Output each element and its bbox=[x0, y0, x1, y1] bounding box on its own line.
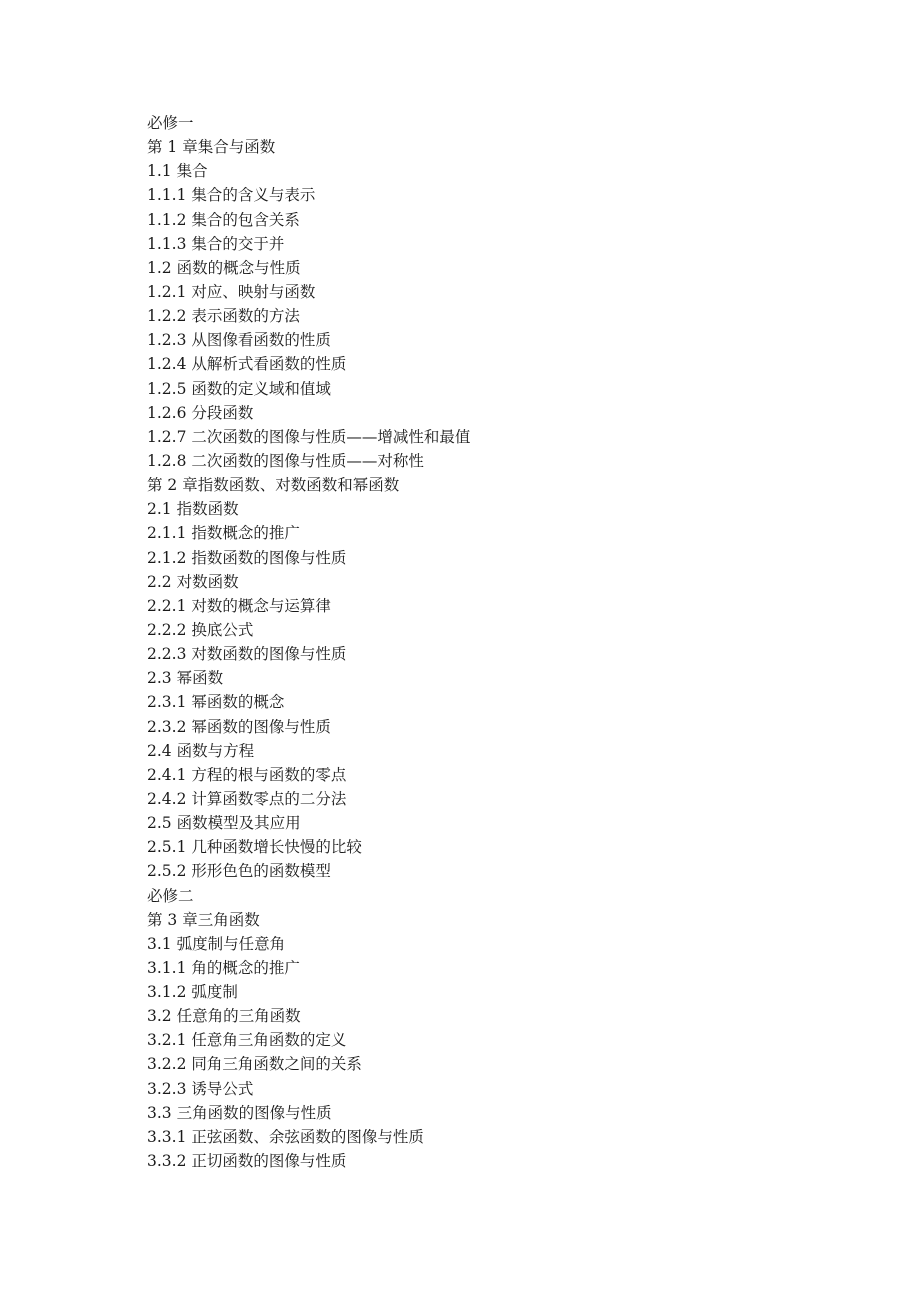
toc-line: 1.1.1 集合的含义与表示 bbox=[147, 186, 316, 205]
toc-line: 2.4 函数与方程 bbox=[147, 741, 255, 760]
toc-line: 1.2 函数的概念与性质 bbox=[147, 258, 301, 277]
toc-line: 3.1.1 角的概念的推广 bbox=[147, 958, 300, 977]
toc-line: 2.3.2 幂函数的图像与性质 bbox=[147, 717, 331, 736]
toc-line: 3.2.2 同角三角函数之间的关系 bbox=[147, 1055, 362, 1074]
toc-line: 1.2.7 二次函数的图像与性质——增减性和最值 bbox=[147, 427, 471, 446]
toc-line: 2.2 对数函数 bbox=[147, 572, 239, 591]
toc-line: 1.2.6 分段函数 bbox=[147, 403, 254, 422]
table-of-contents bbox=[147, 111, 470, 1173]
toc-line: 1.1.2 集合的包含关系 bbox=[147, 210, 300, 229]
toc-line: 必修二 bbox=[147, 886, 194, 905]
toc-line: 2.1.1 指数概念的推广 bbox=[147, 524, 300, 543]
toc-line: 2.4.2 计算函数零点的二分法 bbox=[147, 789, 347, 808]
toc-line: 3.2.1 任意角三角函数的定义 bbox=[147, 1031, 347, 1050]
toc-line: 3.3.2 正切函数的图像与性质 bbox=[147, 1152, 347, 1171]
toc-line: 1.2.4 从解析式看函数的性质 bbox=[147, 355, 347, 374]
toc-line: 1.2.3 从图像看函数的性质 bbox=[147, 331, 331, 350]
toc-line: 1.2.1 对应、映射与函数 bbox=[147, 282, 316, 301]
toc-line: 第 2 章指数函数、对数函数和幂函数 bbox=[147, 476, 400, 495]
toc-line: 2.3.1 幂函数的概念 bbox=[147, 693, 285, 712]
toc-line: 3.3.1 正弦函数、余弦函数的图像与性质 bbox=[147, 1127, 424, 1146]
toc-line: 2.1.2 指数函数的图像与性质 bbox=[147, 548, 347, 567]
toc-line: 3.3 三角函数的图像与性质 bbox=[147, 1103, 332, 1122]
toc-line: 第 1 章集合与函数 bbox=[147, 138, 276, 157]
toc-line: 2.2.3 对数函数的图像与性质 bbox=[147, 645, 347, 664]
toc-line: 3.1 弧度制与任意角 bbox=[147, 934, 286, 953]
toc-line: 必修一 bbox=[147, 114, 194, 132]
toc-line: 第 3 章三角函数 bbox=[147, 910, 260, 929]
toc-line: 2.5.1 几种函数增长快慢的比较 bbox=[147, 838, 362, 857]
toc-line: 2.3 幂函数 bbox=[147, 669, 224, 688]
toc-line: 2.1 指数函数 bbox=[147, 500, 239, 519]
toc-line: 2.5.2 形形色色的函数模型 bbox=[147, 862, 331, 881]
toc-line: 1.1 集合 bbox=[147, 162, 208, 181]
toc-line: 1.1.3 集合的交于并 bbox=[147, 234, 285, 253]
toc-line: 2.4.1 方程的根与函数的零点 bbox=[147, 765, 347, 784]
toc-line: 3.2.3 诱导公式 bbox=[147, 1079, 254, 1098]
toc-line: 2.5 函数模型及其应用 bbox=[147, 814, 301, 833]
toc-line: 1.2.8 二次函数的图像与性质——对称性 bbox=[147, 451, 424, 470]
toc-line: 1.2.2 表示函数的方法 bbox=[147, 307, 300, 326]
toc-line: 3.2 任意角的三角函数 bbox=[147, 1007, 301, 1026]
toc-line: 3.1.2 弧度制 bbox=[147, 983, 238, 1002]
toc-line: 2.2.2 换底公式 bbox=[147, 620, 254, 639]
toc-line: 1.2.5 函数的定义域和值域 bbox=[147, 379, 331, 398]
toc-line: 2.2.1 对数的概念与运算律 bbox=[147, 596, 331, 615]
